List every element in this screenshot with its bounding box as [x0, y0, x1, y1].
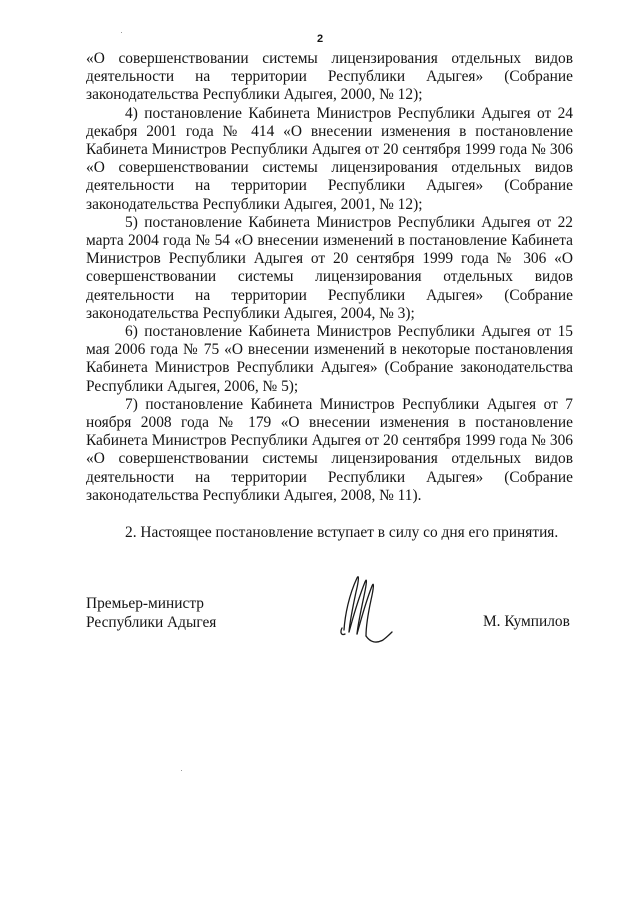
paragraph-continuation: «О совершенствовании системы лицензирования отдельных видов деятельности на территории Республики Адыгея» (Собрание законодательства Республики Адыгея, 2000, № 12);	[86, 50, 573, 104]
handwritten-signature	[335, 570, 395, 650]
scan-speck	[181, 770, 182, 771]
signatory-name: М. Кумпилов	[483, 613, 570, 630]
paragraph-item-6: 6) постановление Кабинета Министров Республики Адыгея от 15 мая 2006 года № 75 «О внесении изменений в некоторые постановления Кабинета Министров Республики Адыгея» (Собрание законодательства Республики Адыгея, 2006, № 5);	[86, 323, 573, 395]
paragraph-item-4: 4) постановление Кабинета Министров Республики Адыгея от 24 декабря 2001 года № 414 «О внесении изменения в постановление Кабинета Министров Республики Адыгея от 20 сентября 1999 года № 306 «О совершенствовании системы лицензирования отдельных видов деятельности на территории Республики Адыгея» (Собрание законодательства Республики Адыгея, 2001, № 12);	[86, 104, 573, 213]
signatory-title	[86, 595, 216, 632]
document-body	[86, 50, 573, 542]
signatory-title-line-2: Республики Адыгея	[86, 613, 217, 631]
page-number: 2	[316, 33, 324, 45]
paragraph-item-5: 5) постановление Кабинета Министров Республики Адыгея от 22 марта 2004 года № 54 «О внесении изменений в постановление Кабинета Министров Республики Адыгея от 20 сентября 1999 года № 306 «О совершенствовании системы лицензирования отдельных видов деятельности на территории Республики Адыгея» (Собрание законодательства Республики Адыгея, 2004, № 3);	[86, 213, 573, 322]
paragraph-effective-date: 2. Настоящее постановление вступает в силу со дня его принятия.	[125, 524, 559, 542]
paragraph-item-7: 7) постановление Кабинета Министров Республики Адыгея от 7 ноября 2008 года № 179 «О внесении изменения в постановление Кабинета Министров Республики Адыгея от 20 сентября 1999 года № 306 «О совершенствовании системы лицензирования отдельных видов деятельности на территории Республики Адыгея» (Собрание законодательства Республики Адыгея, 2008, № 11).	[86, 395, 573, 504]
signatory-title-line-1: Премьер-министр	[86, 595, 204, 612]
